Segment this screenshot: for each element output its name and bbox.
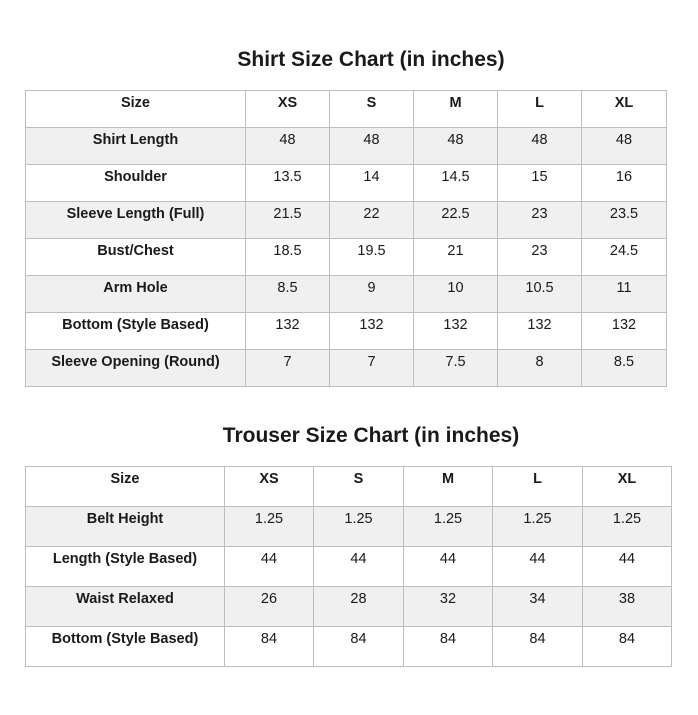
table-cell: 21.5 xyxy=(246,202,330,239)
row-label: Bottom (Style Based) xyxy=(26,627,225,667)
table-cell: 24.5 xyxy=(582,239,667,276)
table-cell: 132 xyxy=(330,313,414,350)
header-size-l: L xyxy=(493,467,583,507)
header-size-label: Size xyxy=(26,467,225,507)
header-size-m: M xyxy=(414,91,498,128)
table-row xyxy=(26,587,672,627)
table-cell: 22.5 xyxy=(414,202,498,239)
table-cell: 48 xyxy=(498,128,582,165)
table-header-row xyxy=(26,467,672,507)
table-cell: 8.5 xyxy=(246,276,330,313)
table-cell: 10 xyxy=(414,276,498,313)
table-cell: 8 xyxy=(498,350,582,387)
row-label: Shoulder xyxy=(26,165,246,202)
shirt-size-chart-title: Shirt Size Chart (in inches) xyxy=(237,48,505,71)
table-cell: 10.5 xyxy=(498,276,582,313)
row-label: Length (Style Based) xyxy=(26,547,225,587)
table-cell: 1.25 xyxy=(583,507,672,547)
table-cell: 44 xyxy=(225,547,314,587)
table-cell: 48 xyxy=(330,128,414,165)
table-row xyxy=(26,276,667,313)
table-cell: 1.25 xyxy=(314,507,404,547)
table-cell: 32 xyxy=(404,587,493,627)
table-cell: 1.25 xyxy=(225,507,314,547)
table-cell: 84 xyxy=(404,627,493,667)
table-cell: 132 xyxy=(246,313,330,350)
table-row xyxy=(26,627,672,667)
table-cell: 8.5 xyxy=(582,350,667,387)
row-label: Bottom (Style Based) xyxy=(26,313,246,350)
table-cell: 48 xyxy=(246,128,330,165)
table-cell: 34 xyxy=(493,587,583,627)
table-cell: 23 xyxy=(498,239,582,276)
table-row xyxy=(26,507,672,547)
table-cell: 19.5 xyxy=(330,239,414,276)
table-row xyxy=(26,128,667,165)
trouser-table-body xyxy=(26,467,672,667)
table-cell: 7.5 xyxy=(414,350,498,387)
table-cell: 38 xyxy=(583,587,672,627)
table-row xyxy=(26,547,672,587)
header-size-xl: XL xyxy=(583,467,672,507)
trouser-size-table xyxy=(25,466,672,667)
row-label: Shirt Length xyxy=(26,128,246,165)
trouser-size-chart-title: Trouser Size Chart (in inches) xyxy=(222,424,520,447)
table-cell: 48 xyxy=(582,128,667,165)
table-cell: 132 xyxy=(414,313,498,350)
table-cell: 84 xyxy=(493,627,583,667)
row-label: Bust/Chest xyxy=(26,239,246,276)
header-size-xs: XS xyxy=(246,91,330,128)
table-cell: 7 xyxy=(246,350,330,387)
table-cell: 44 xyxy=(583,547,672,587)
table-row xyxy=(26,313,667,350)
table-cell: 7 xyxy=(330,350,414,387)
header-size-xl: XL xyxy=(582,91,667,128)
header-size-m: M xyxy=(404,467,493,507)
row-label: Belt Height xyxy=(26,507,225,547)
table-cell: 18.5 xyxy=(246,239,330,276)
table-cell: 13.5 xyxy=(246,165,330,202)
table-cell: 44 xyxy=(404,547,493,587)
header-size-s: S xyxy=(330,91,414,128)
header-size-l: L xyxy=(498,91,582,128)
shirt-table-body xyxy=(26,91,667,387)
table-cell: 21 xyxy=(414,239,498,276)
table-cell: 1.25 xyxy=(493,507,583,547)
table-cell: 84 xyxy=(583,627,672,667)
table-row xyxy=(26,350,667,387)
table-cell: 11 xyxy=(582,276,667,313)
table-cell: 1.25 xyxy=(404,507,493,547)
shirt-size-table xyxy=(25,90,667,387)
table-cell: 132 xyxy=(582,313,667,350)
table-cell: 15 xyxy=(498,165,582,202)
table-cell: 14.5 xyxy=(414,165,498,202)
table-cell: 48 xyxy=(414,128,498,165)
table-cell: 16 xyxy=(582,165,667,202)
table-cell: 23 xyxy=(498,202,582,239)
header-size-s: S xyxy=(314,467,404,507)
table-cell: 28 xyxy=(314,587,404,627)
table-cell: 23.5 xyxy=(582,202,667,239)
row-label: Arm Hole xyxy=(26,276,246,313)
table-cell: 26 xyxy=(225,587,314,627)
table-cell: 84 xyxy=(225,627,314,667)
table-cell: 132 xyxy=(498,313,582,350)
header-size-xs: XS xyxy=(225,467,314,507)
table-cell: 84 xyxy=(314,627,404,667)
table-row xyxy=(26,239,667,276)
table-cell: 22 xyxy=(330,202,414,239)
header-size-label: Size xyxy=(26,91,246,128)
row-label: Sleeve Opening (Round) xyxy=(26,350,246,387)
row-label: Waist Relaxed xyxy=(26,587,225,627)
table-header-row xyxy=(26,91,667,128)
table-row xyxy=(26,202,667,239)
table-cell: 44 xyxy=(493,547,583,587)
table-row xyxy=(26,165,667,202)
table-cell: 9 xyxy=(330,276,414,313)
table-cell: 14 xyxy=(330,165,414,202)
table-cell: 44 xyxy=(314,547,404,587)
row-label: Sleeve Length (Full) xyxy=(26,202,246,239)
